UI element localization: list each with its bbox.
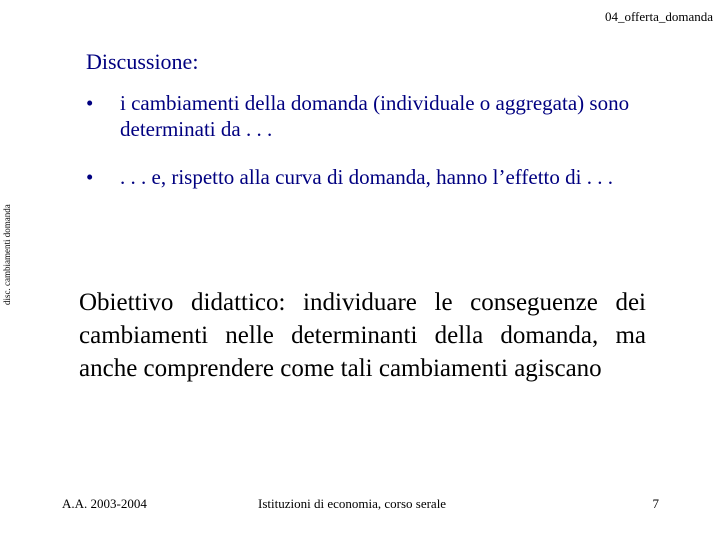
bullet-item [86, 90, 666, 142]
bullet-marker: • [86, 165, 94, 189]
bullet-marker: • [86, 91, 94, 115]
bullet-list [86, 90, 666, 212]
slide-file-label: 04_offerta_domanda [604, 9, 713, 24]
bullet-text: i cambiamenti della domanda (individuale o aggregata) sono determinati da . . . [120, 91, 630, 141]
bullet-item [86, 164, 666, 190]
footer-academic-year: A.A. 2003-2004 [62, 496, 147, 511]
side-section-label: disc. cambiamenti domanda [2, 204, 12, 305]
footer-course-title: Istituzioni di economia, corso serale [258, 496, 447, 511]
bullet-text: . . . e, rispetto alla curva di domanda, hanno l’effetto di . . . [120, 165, 613, 189]
slide-heading: Discussione: [86, 49, 199, 74]
footer-page-number: 7 [652, 496, 659, 511]
learning-objective: Obiettivo didattico: individuare le conseguenze dei cambiamenti nelle determinanti della domanda, ma anche comprendere come tali cambiamenti agiscano [79, 289, 646, 382]
